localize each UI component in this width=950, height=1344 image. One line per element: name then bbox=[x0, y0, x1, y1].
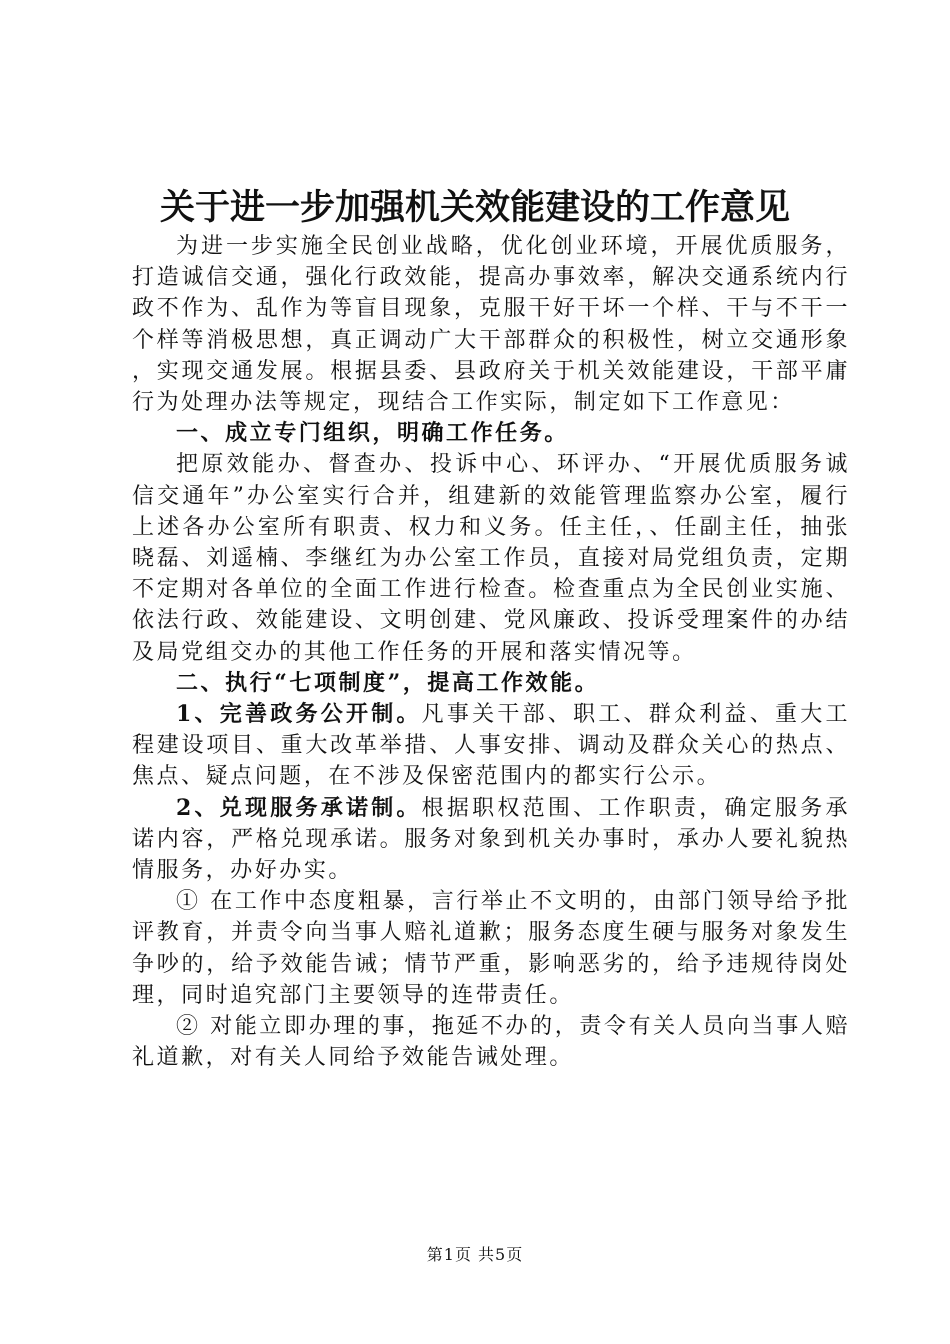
item-1-lead: 1、完善政务公开制。 bbox=[176, 701, 422, 728]
document-title: 关于进一步加强机关效能建设的工作意见 bbox=[159, 187, 790, 228]
item-2-text: 根据职权范围、工作职责，确定服务承诺内容，严格兑现承诺。服务对象到机关办事时，承办人要礼貌热情服务，办好办实。 bbox=[132, 795, 850, 884]
item-2-lead: 2、兑现服务承诺制。 bbox=[176, 794, 422, 821]
item-1-paragraph bbox=[132, 699, 850, 793]
clause-1-paragraph: ① 在工作中态度粗暴，言行举止不文明的，由部门领导给予批评教育，并责令向当事人赔礼道歉；服务态度生硬与服务对象发生争吵的，给予效能告诫；情节严重，影响恶劣的，给予违规待岗处理，同时追究部门主要领导的连带责任。 bbox=[132, 889, 850, 1008]
section-1-paragraph: 把原效能办、督查办、投诉中心、环评办、“开展优质服务诚信交通年”办公室实行合并，组建新的效能管理监察办公室，履行上述各办公室所有职责、权力和义务。任主任，、任副主任，抽张晓磊、刘遥楠、李继红为办公室工作员，直接对局党组负责，定期不定期对各单位的全面工作进行检查。检查重点为全民创业实施、依法行政、效能建设、文明创建、党风廉政、投诉受理案件的办结及局党组交办的其他工作任务的开展和落实情况等。 bbox=[132, 452, 850, 665]
clause-2-paragraph: ② 对能立即办理的事，拖延不办的，责令有关人员向当事人赔礼道歉，对有关人同给予效能告诫处理。 bbox=[132, 1014, 850, 1071]
item-1-text: 凡事关干部、职工、群众利益、重大工程建设项目、重大改革举措、人事安排、调动及群众关心的热点、焦点、疑点问题，在不涉及保密范围内的都实行公示。 bbox=[132, 702, 850, 790]
section-1-heading: 一、成立专门组织，明确工作任务。 bbox=[176, 420, 569, 447]
document-body bbox=[132, 231, 850, 1073]
section-2-heading: 二、执行“七项制度”，提高工作效能。 bbox=[176, 669, 600, 696]
item-2-paragraph bbox=[132, 793, 850, 887]
intro-paragraph: 为进一步实施全民创业战略，优化创业环境，开展优质服务，打造诚信交通，强化行政效能，提高办事效率，解决交通系统内行政不作为、乱作为等盲目现象，克服干好干坏一个样、干与不干一个样等消极思想，真正调动广大干部群众的积极性，树立交通形象，实现交通发展。根据县委、县政府关于机关效能建设，干部平庸行为处理办法等规定，现结合工作实际，制定如下工作意见： bbox=[132, 234, 850, 416]
page-footer: 第1页 共5页 bbox=[426, 1245, 524, 1264]
